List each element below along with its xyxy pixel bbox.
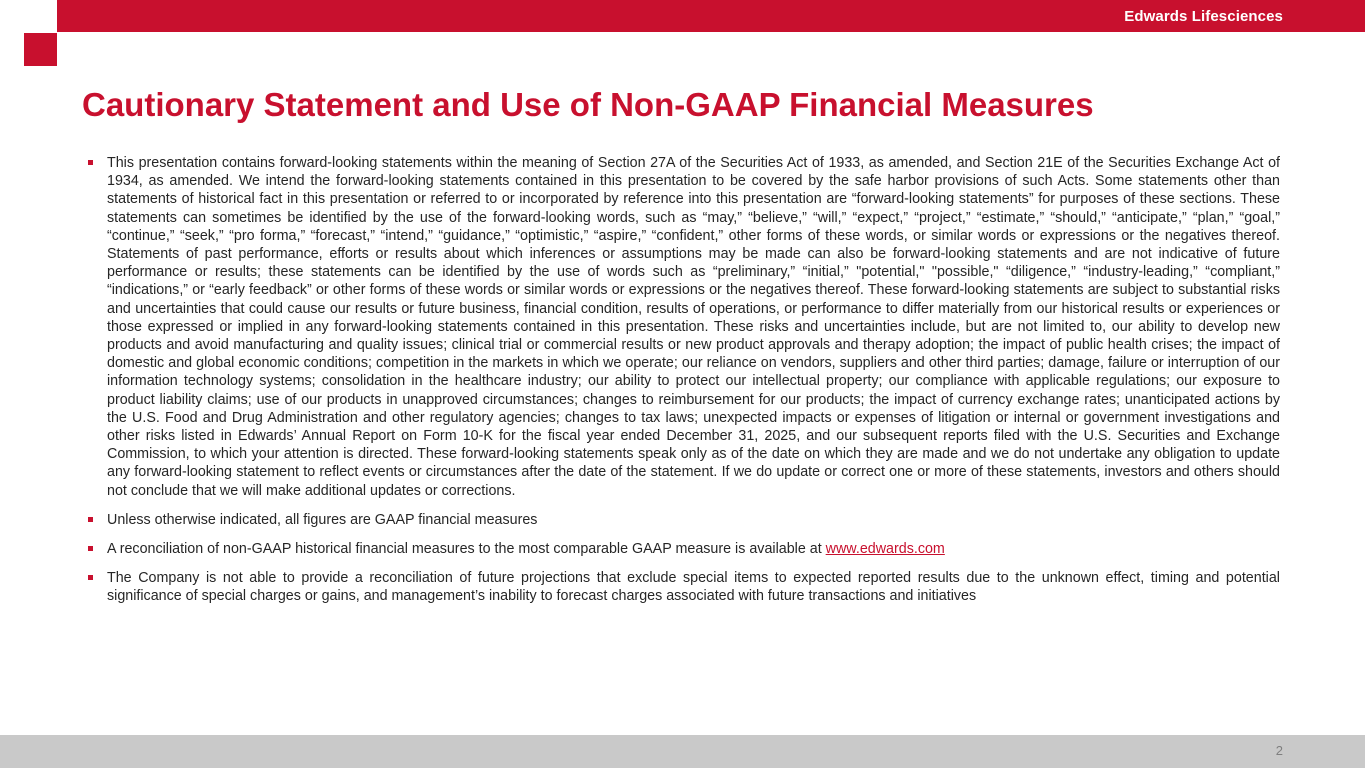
bullet-text: Unless otherwise indicated, all figures are GAAP financial measures [107,511,538,528]
footer-bar [0,735,1365,768]
corner-accent-square [24,33,57,66]
square-bullet-icon [88,517,93,522]
square-bullet-icon [88,546,93,551]
header-bar [57,0,1365,32]
bullet-item-gaap [88,511,1280,529]
bullet-text: A reconciliation of non-GAAP historical financial measures to the most comparable GAAP measure is available at [107,541,826,558]
page-number: 2 [1275,743,1283,758]
edwards-website-link[interactable]: www.edwards.com [825,541,945,558]
bullet-list [88,154,1280,617]
bullet-item-reconciliation [88,540,1280,558]
square-bullet-icon [88,575,93,580]
bullet-text: The Company is not able to provide a reconciliation of future projections that exclude special items to expected reported results due to the unknown effect, timing and potential significance of special charges or gains, and management’s inability to forecast charges associated with future transactions and initiatives [107,570,1280,605]
square-bullet-icon [88,160,93,165]
bullet-item-forward-looking [88,154,1280,500]
slide-title: Cautionary Statement and Use of Non-GAAP Financial Measures [82,86,1094,123]
brand-logo-text: Edwards Lifesciences [1124,8,1283,25]
bullet-item-future-projections [88,569,1280,605]
bullet-text: This presentation contains forward-looking statements within the meaning of Section 27A of the Securities Act of 1933, as amended, and Section 21E of the Securities Exchange Act of 1934, as amended. We intend the forward-looking statements contained in this presentation to be covered by the safe harbor provisions of such Acts. Some statements other than statements of historical fact in this presentation or referred to or incorporated by reference into this presentation are “forward-looking statements” for purposes of these sections. These statements can sometimes be identified by the use of the forward-looking words, such as “may,” “believe,” “will,” “expect,” “project,” “estimate,” “should,” “anticipate,” “plan,” “goal,” “continue,” “seek,” “pro forma,” “forecast,” “intend,” “guidance,” “optimistic,” “aspire,” “confident,” other forms of these words, or similar words or expressions or the negatives thereof. Statements of past performance, efforts or results about which inferences or assumptions may be made can also be forward-looking statements and are not indicative of future performance or results; these statements can be identified by the use of words such as “preliminary,” “initial,” "potential," "possible," “diligence,” “industry-leading,” “compliant,” “indications,” or “early feedback” or other forms of these words or similar words or expressions or the negatives thereof. These forward-looking statements are subject to substantial risks and uncertainties that could cause our results or future business, financial condition, results of operations, or performance to differ materially from our historical results or experiences or those expressed or implied in any forward-looking statements contained in this presentation. These risks and uncertainties include, but are not limited to, our ability to develop new products and avoid manufacturing and quality issues; clinical trial or commercial results or new product approvals and therapy adoption; the impact of public health crises; the impact of domestic and global economic conditions; competition in the markets in which we operate; our reliance on vendors, suppliers and other third parties; damage, failure or interruption of our information technology systems; consolidation in the healthcare industry; our ability to protect our intellectual property; our compliance with applicable regulations; our exposure to product liability claims; use of our products in unapproved circumstances; changes to reimbursement for our products; the impact of currency exchange rates; unanticipated actions by the U.S. Food and Drug Administration and other regulatory agencies; changes to tax laws; unexpected impacts or expenses of litigation or internal or government investigations and other risks listed in Edwards’ Annual Report on Form 10-K for the fiscal year ended December 31, 2025, and our subsequent reports filed with the U.S. Securities and Exchange Commission, to which your attention is directed. These forward-looking statements speak only as of the date on which they are made and we do not undertake any obligation to update any forward-looking statement to reflect events or circumstances after the date of the statement. If we do update or correct one or more of these statements, investors and others should not conclude that we will make additional updates or corrections. [107,155,1280,499]
